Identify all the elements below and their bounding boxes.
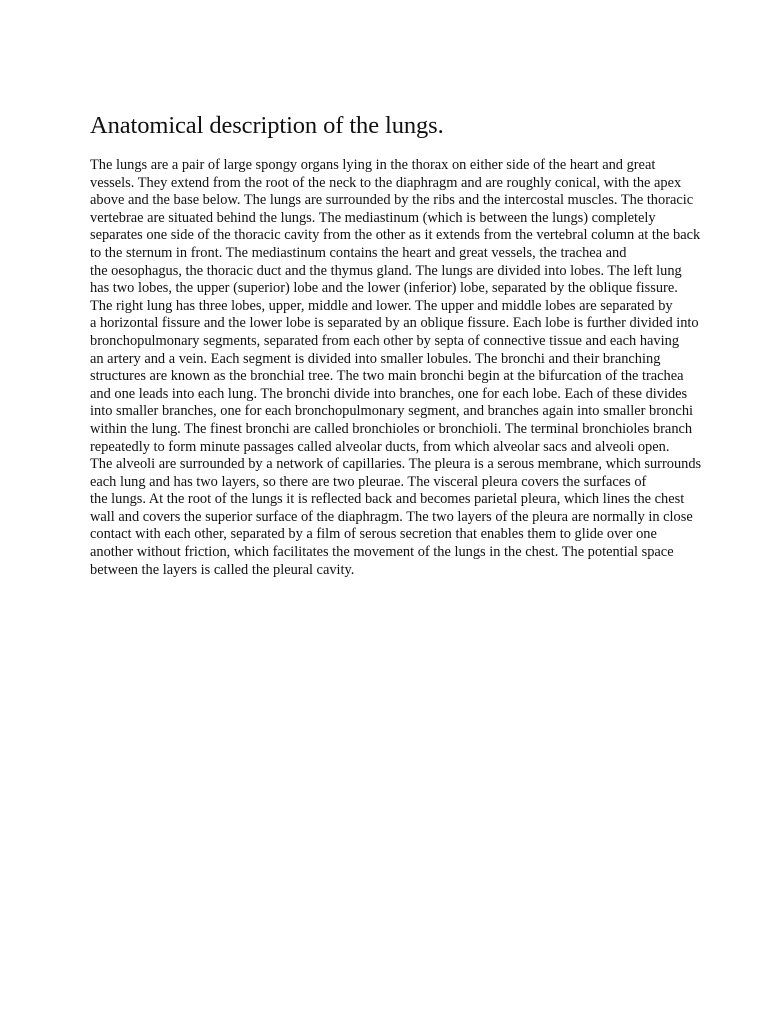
text-line: between the layers is called the pleural cavity. [90,561,355,578]
text-line: to the sternum in front. The mediastinum contains the heart and great vessels, the trachea and [90,244,627,261]
document-title: Anatomical description of the lungs. [90,112,444,139]
text-line: a horizontal fissure and the lower lobe is separated by an oblique fissure. Each lobe is further divided into [90,315,699,332]
text-line: has two lobes, the upper (superior) lobe and the lower (inferior) lobe, separated by the oblique fissure. [90,280,678,297]
text-line: bronchopulmonary segments, separated from each other by septa of connective tissue and each having [90,332,680,349]
text-line: the lungs. At the root of the lungs it is reflected back and becomes parietal pleura, which lines the chest [90,491,685,508]
text-line: vertebrae are situated behind the lungs. The mediastinum (which is between the lungs) completely [90,209,656,226]
text-line: above and the base below. The lungs are surrounded by the ribs and the intercostal muscles. The thoracic [90,192,694,209]
text-line: within the lung. The finest bronchi are called bronchioles or bronchioli. The terminal bronchioles branch [90,420,693,437]
document-page [90,110,702,579]
text-line: structures are known as the bronchial tree. The two main bronchi begin at the bifurcation of the trachea [90,368,684,385]
text-line: vessels. They extend from the root of the neck to the diaphragm and are roughly conical, with the apex [90,174,682,191]
text-line: into smaller branches, one for each bronchopulmonary segment, and branches again into smaller bronchi [90,403,694,420]
body-paragraph [90,157,702,579]
text-line: The alveoli are surrounded by a network of capillaries. The pleura is a serous membrane, which surrounds [90,456,702,473]
text-line: an artery and a vein. Each segment is divided into smaller lobules. The bronchi and their branching [90,350,661,367]
text-line: contact with each other, separated by a film of serous secretion that enables them to glide over one [90,526,657,543]
text-line: repeatedly to form minute passages called alveolar ducts, from which alveolar sacs and alveoli open. [90,438,670,455]
text-line: and one leads into each lung. The bronchi divide into branches, one for each lobe. Each of these divides [90,385,688,402]
text-line: each lung and has two layers, so there are two pleurae. The visceral pleura covers the surfaces of [90,473,647,490]
text-line: wall and covers the superior surface of the diaphragm. The two layers of the pleura are normally in close [90,508,693,525]
text-line: The right lung has three lobes, upper, middle and lower. The upper and middle lobes are separated by [90,297,673,314]
text-line: separates one side of the thoracic cavity from the other as it extends from the vertebral column at the back [90,227,701,244]
text-line: another without friction, which facilitates the movement of the lungs in the chest. The potential space [90,544,674,561]
text-line: The lungs are a pair of large spongy organs lying in the thorax on either side of the heart and great [90,157,656,173]
text-line: the oesophagus, the thoracic duct and the thymus gland. The lungs are divided into lobes. The left lung [90,262,682,279]
